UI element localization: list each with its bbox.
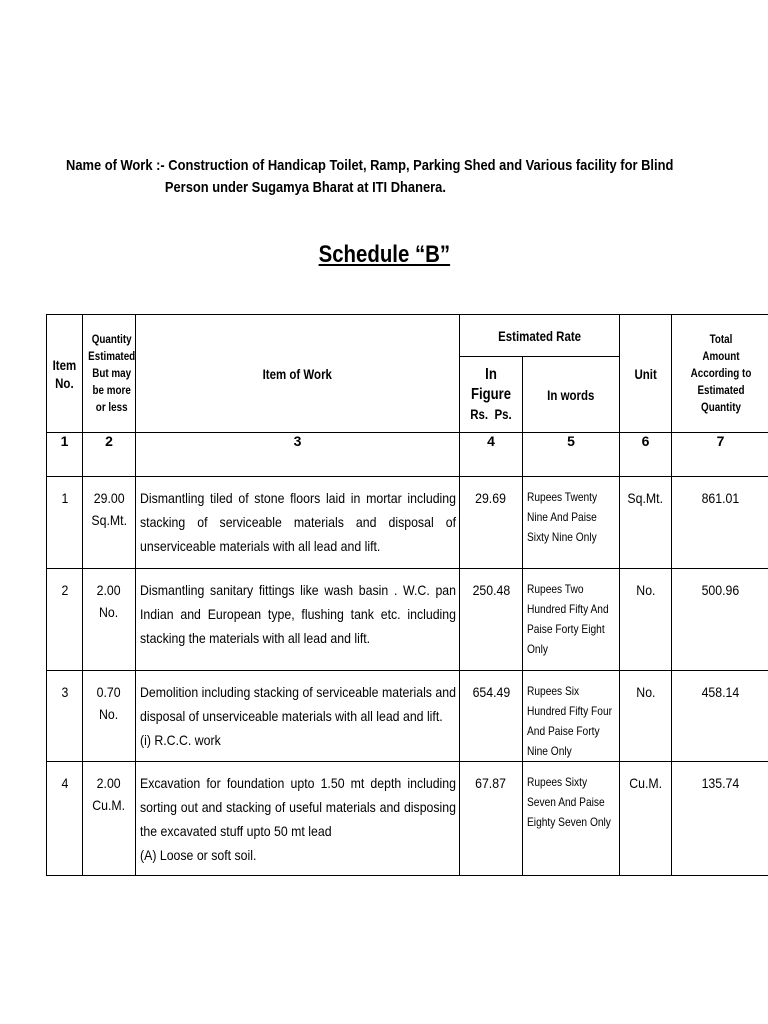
unit-cell: No.	[620, 671, 672, 762]
page-title	[0, 240, 768, 270]
rate-figure-cell: 250.48	[460, 569, 523, 671]
item-of-work-cell: Excavation for foundation upto 1.50 mt depth including sorting out and stacking of useful materials and disposing the excavated stuff upto 50 mt lead (A) Loose or soft soil.	[136, 762, 460, 876]
schedule-title: Schedule “B”	[318, 241, 450, 268]
total-cell: 500.96	[672, 569, 768, 671]
header-row	[47, 315, 768, 357]
unit-cell: Sq.Mt.	[620, 477, 672, 569]
header-estimated-rate: Estimated Rate	[460, 315, 620, 357]
column-number: 3	[136, 433, 460, 477]
quantity-cell: 29.00 Sq.Mt.	[83, 477, 136, 569]
table-row	[47, 477, 768, 569]
column-number: 5	[523, 433, 620, 477]
rate-words-cell: Rupees Six Hundred Fifty Four And Paise Forty Nine Only	[523, 671, 620, 762]
column-number: 6	[620, 433, 672, 477]
header-unit: Unit	[620, 315, 672, 433]
rate-figure-cell: 29.69	[460, 477, 523, 569]
table-row	[47, 569, 768, 671]
column-number: 2	[83, 433, 136, 477]
header-item-no: Item No.	[47, 315, 83, 433]
rate-words-cell: Rupees Twenty Nine And Paise Sixty Nine Only	[523, 477, 620, 569]
unit-cell: No.	[620, 569, 672, 671]
unit-cell: Cu.M.	[620, 762, 672, 876]
header-item-of-work: Item of Work	[136, 315, 460, 433]
item-no-cell: 3	[47, 671, 83, 762]
column-number: 7	[672, 433, 768, 477]
item-of-work-sub: (i) R.C.C. work	[140, 732, 221, 748]
rate-figure-cell: 67.87	[460, 762, 523, 876]
quantity-cell: 2.00 No.	[83, 569, 136, 671]
table-row	[47, 762, 768, 876]
header-quantity: Quantity Estimated But may be more or less	[83, 315, 136, 433]
total-cell: 861.01	[672, 477, 768, 569]
item-of-work-cell: Dismantling tiled of stone floors laid in mortar including stacking of serviceable materials and disposal of unserviceable materials with all lead and lift.	[136, 477, 460, 569]
schedule-table	[46, 314, 768, 876]
quantity-cell: 2.00 Cu.M.	[83, 762, 136, 876]
header-in-figure: In Figure Rs. Ps.	[460, 357, 523, 433]
item-no-cell: 4	[47, 762, 83, 876]
item-of-work-cell: Demolition including stacking of serviceable materials and disposal of unserviceable materials with all lead and lift. (i) R.C.C. work	[136, 671, 460, 762]
total-cell: 458.14	[672, 671, 768, 762]
item-of-work-sub: (A) Loose or soft soil.	[140, 847, 257, 863]
item-no-cell: 2	[47, 569, 83, 671]
column-number: 1	[47, 433, 83, 477]
rate-words-cell: Rupees Sixty Seven And Paise Eighty Seven Only	[523, 762, 620, 876]
name-of-work-line2: Person under Sugamya Bharat at ITI Dhanera.	[164, 179, 446, 196]
header-in-words: In words	[523, 357, 620, 433]
column-number: 4	[460, 433, 523, 477]
item-of-work-cell: Dismantling sanitary fittings like wash basin . W.C. pan Indian and European type, flushing tank etc. including stacking the materials with all lead and lift.	[136, 569, 460, 671]
rate-words-cell: Rupees Two Hundred Fifty And Paise Forty Eight Only	[523, 569, 620, 671]
total-cell: 135.74	[672, 762, 768, 876]
name-of-work-line1: Name of Work :- Construction of Handicap Toilet, Ramp, Parking Shed and Various facility for Blind	[66, 157, 674, 174]
name-of-work	[66, 155, 674, 199]
item-no-cell: 1	[47, 477, 83, 569]
header-total-amount: Total Amount According to Estimated Quantity	[672, 315, 768, 433]
table-row	[47, 671, 768, 762]
rate-figure-cell: 654.49	[460, 671, 523, 762]
quantity-cell: 0.70 No.	[83, 671, 136, 762]
column-number-row	[47, 433, 768, 477]
